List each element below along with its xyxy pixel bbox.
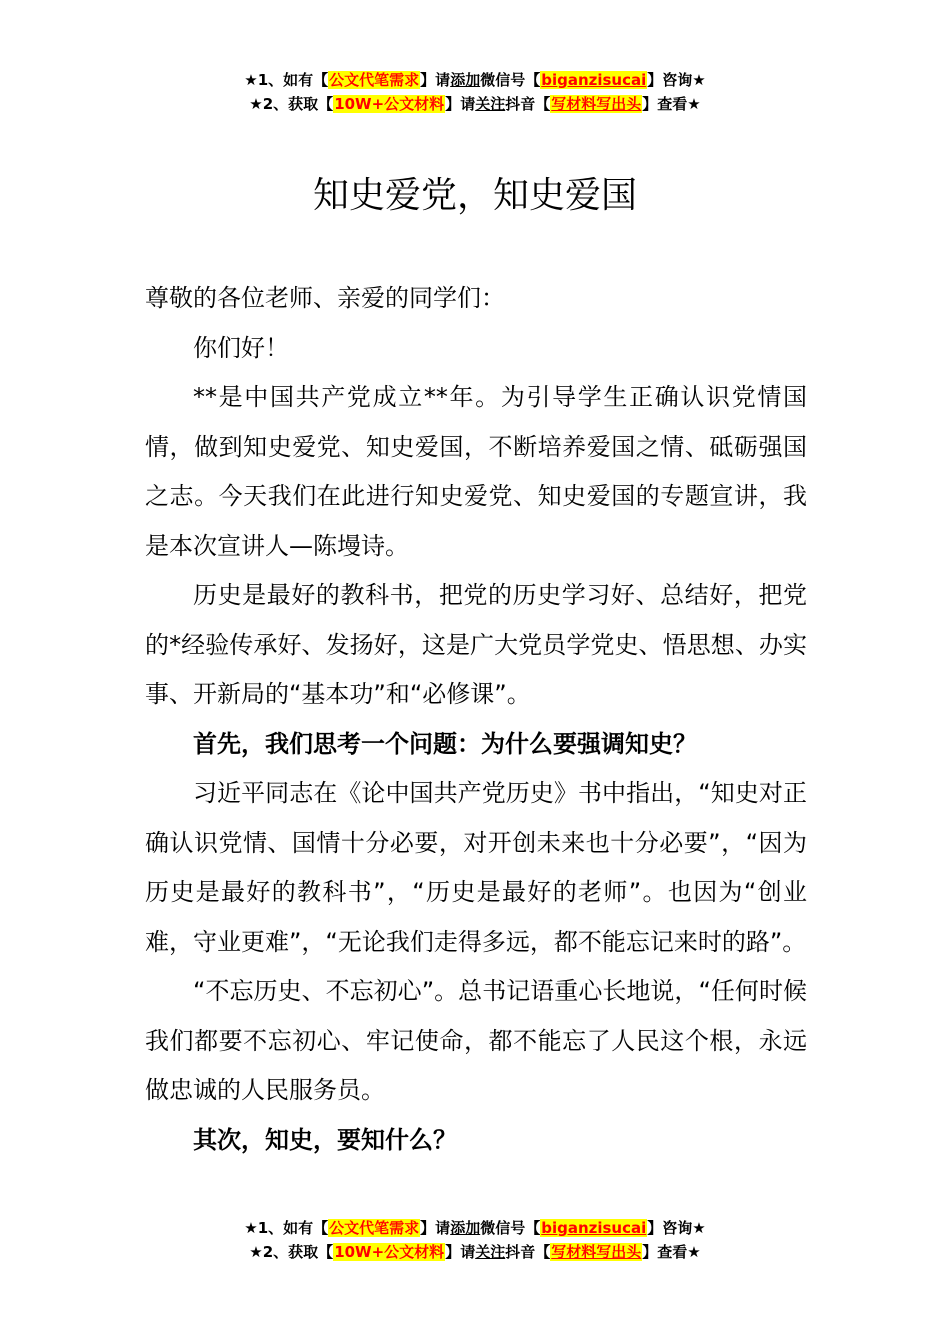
document-body [145, 274, 807, 1165]
banner-highlight: biganzisucai [541, 71, 647, 89]
banner-text: 】咨询★ [647, 71, 706, 89]
body-paragraph: 历史是最好的教科书，把党的历史学习好、总结好，把党的*经验传承好、发扬好，这是广大党员学党史、悟思想、办实事、开新局的“基本功”和“必修课”。 [145, 581, 807, 708]
banner-highlight: 写材料写出头 [551, 1243, 642, 1261]
banner-line-2 [0, 1240, 950, 1264]
banner-text: 】请 [420, 71, 451, 89]
banner-text: 微信号【 [480, 71, 541, 89]
body-paragraph: **是中国共产党成立**年。为引导学生正确认识党情国情，做到知史爱党、知史爱国，不断培养爱国之情、砥砺强国之志。今天我们在此进行知史爱党、知史爱国的专题宣讲，我是本次宣讲人—陈墁诗。 [145, 383, 807, 560]
banner-text: 微信号【 [480, 1219, 541, 1237]
banner-text: ★1、如有【 [244, 1219, 329, 1237]
banner-highlight: 10W+公文材料 [334, 95, 445, 113]
banner-highlight: 公文代笔需求 [329, 71, 420, 89]
banner-text: 】查看★ [642, 95, 701, 113]
footer-banner [0, 1216, 950, 1264]
banner-line-1 [0, 1216, 950, 1240]
banner-text: 抖音【 [505, 95, 551, 113]
banner-text: 】请 [445, 95, 476, 113]
banner-text: 抖音【 [505, 1243, 551, 1261]
banner-text: ★1、如有【 [244, 71, 329, 89]
banner-text: ★2、获取【 [249, 95, 334, 113]
banner-underlined-text: 添加 [450, 1219, 481, 1237]
banner-text: 】请 [445, 1243, 476, 1261]
banner-highlight: 写材料写出头 [551, 95, 642, 113]
banner-highlight: 公文代笔需求 [329, 1219, 420, 1237]
banner-text: 】请 [420, 1219, 451, 1237]
banner-line-1 [0, 68, 950, 92]
section-heading: 其次，知史，要知什么？ [193, 1125, 457, 1154]
banner-text: 】咨询★ [647, 1219, 706, 1237]
banner-underlined-text: 添加 [450, 71, 481, 89]
banner-underlined-text: 关注 [475, 1243, 506, 1261]
body-paragraph: 习近平同志在《论中国共产党历史》书中指出，“知史对正确认识党情、国情十分必要，对开创未来也十分必要”，“因为历史是最好的教科书”，“历史是最好的老师”。也因为“创业难，守业更难”，“无论我们走得多远，都不能忘记来时的路”。 [145, 779, 807, 956]
section-heading: 首先，我们思考一个问题：为什么要强调知史？ [193, 729, 697, 758]
greeting: 你们好！ [193, 333, 289, 362]
banner-line-2 [0, 92, 950, 116]
banner-text: ★2、获取【 [249, 1243, 334, 1261]
banner-highlight: 10W+公文材料 [334, 1243, 445, 1261]
salutation: 尊敬的各位老师、亲爱的同学们： [145, 284, 505, 312]
banner-underlined-text: 关注 [475, 95, 506, 113]
document-title: 知史爱党，知史爱国 [312, 175, 637, 216]
body-paragraph: “不忘历史、不忘初心”。总书记语重心长地说，“任何时候我们都要不忘初心、牢记使命，都不能忘了人民这个根，永远做忠诚的人民服务员。 [145, 977, 807, 1104]
banner-text: 】查看★ [642, 1243, 701, 1261]
header-banner [0, 68, 950, 116]
banner-highlight: biganzisucai [541, 1219, 647, 1237]
